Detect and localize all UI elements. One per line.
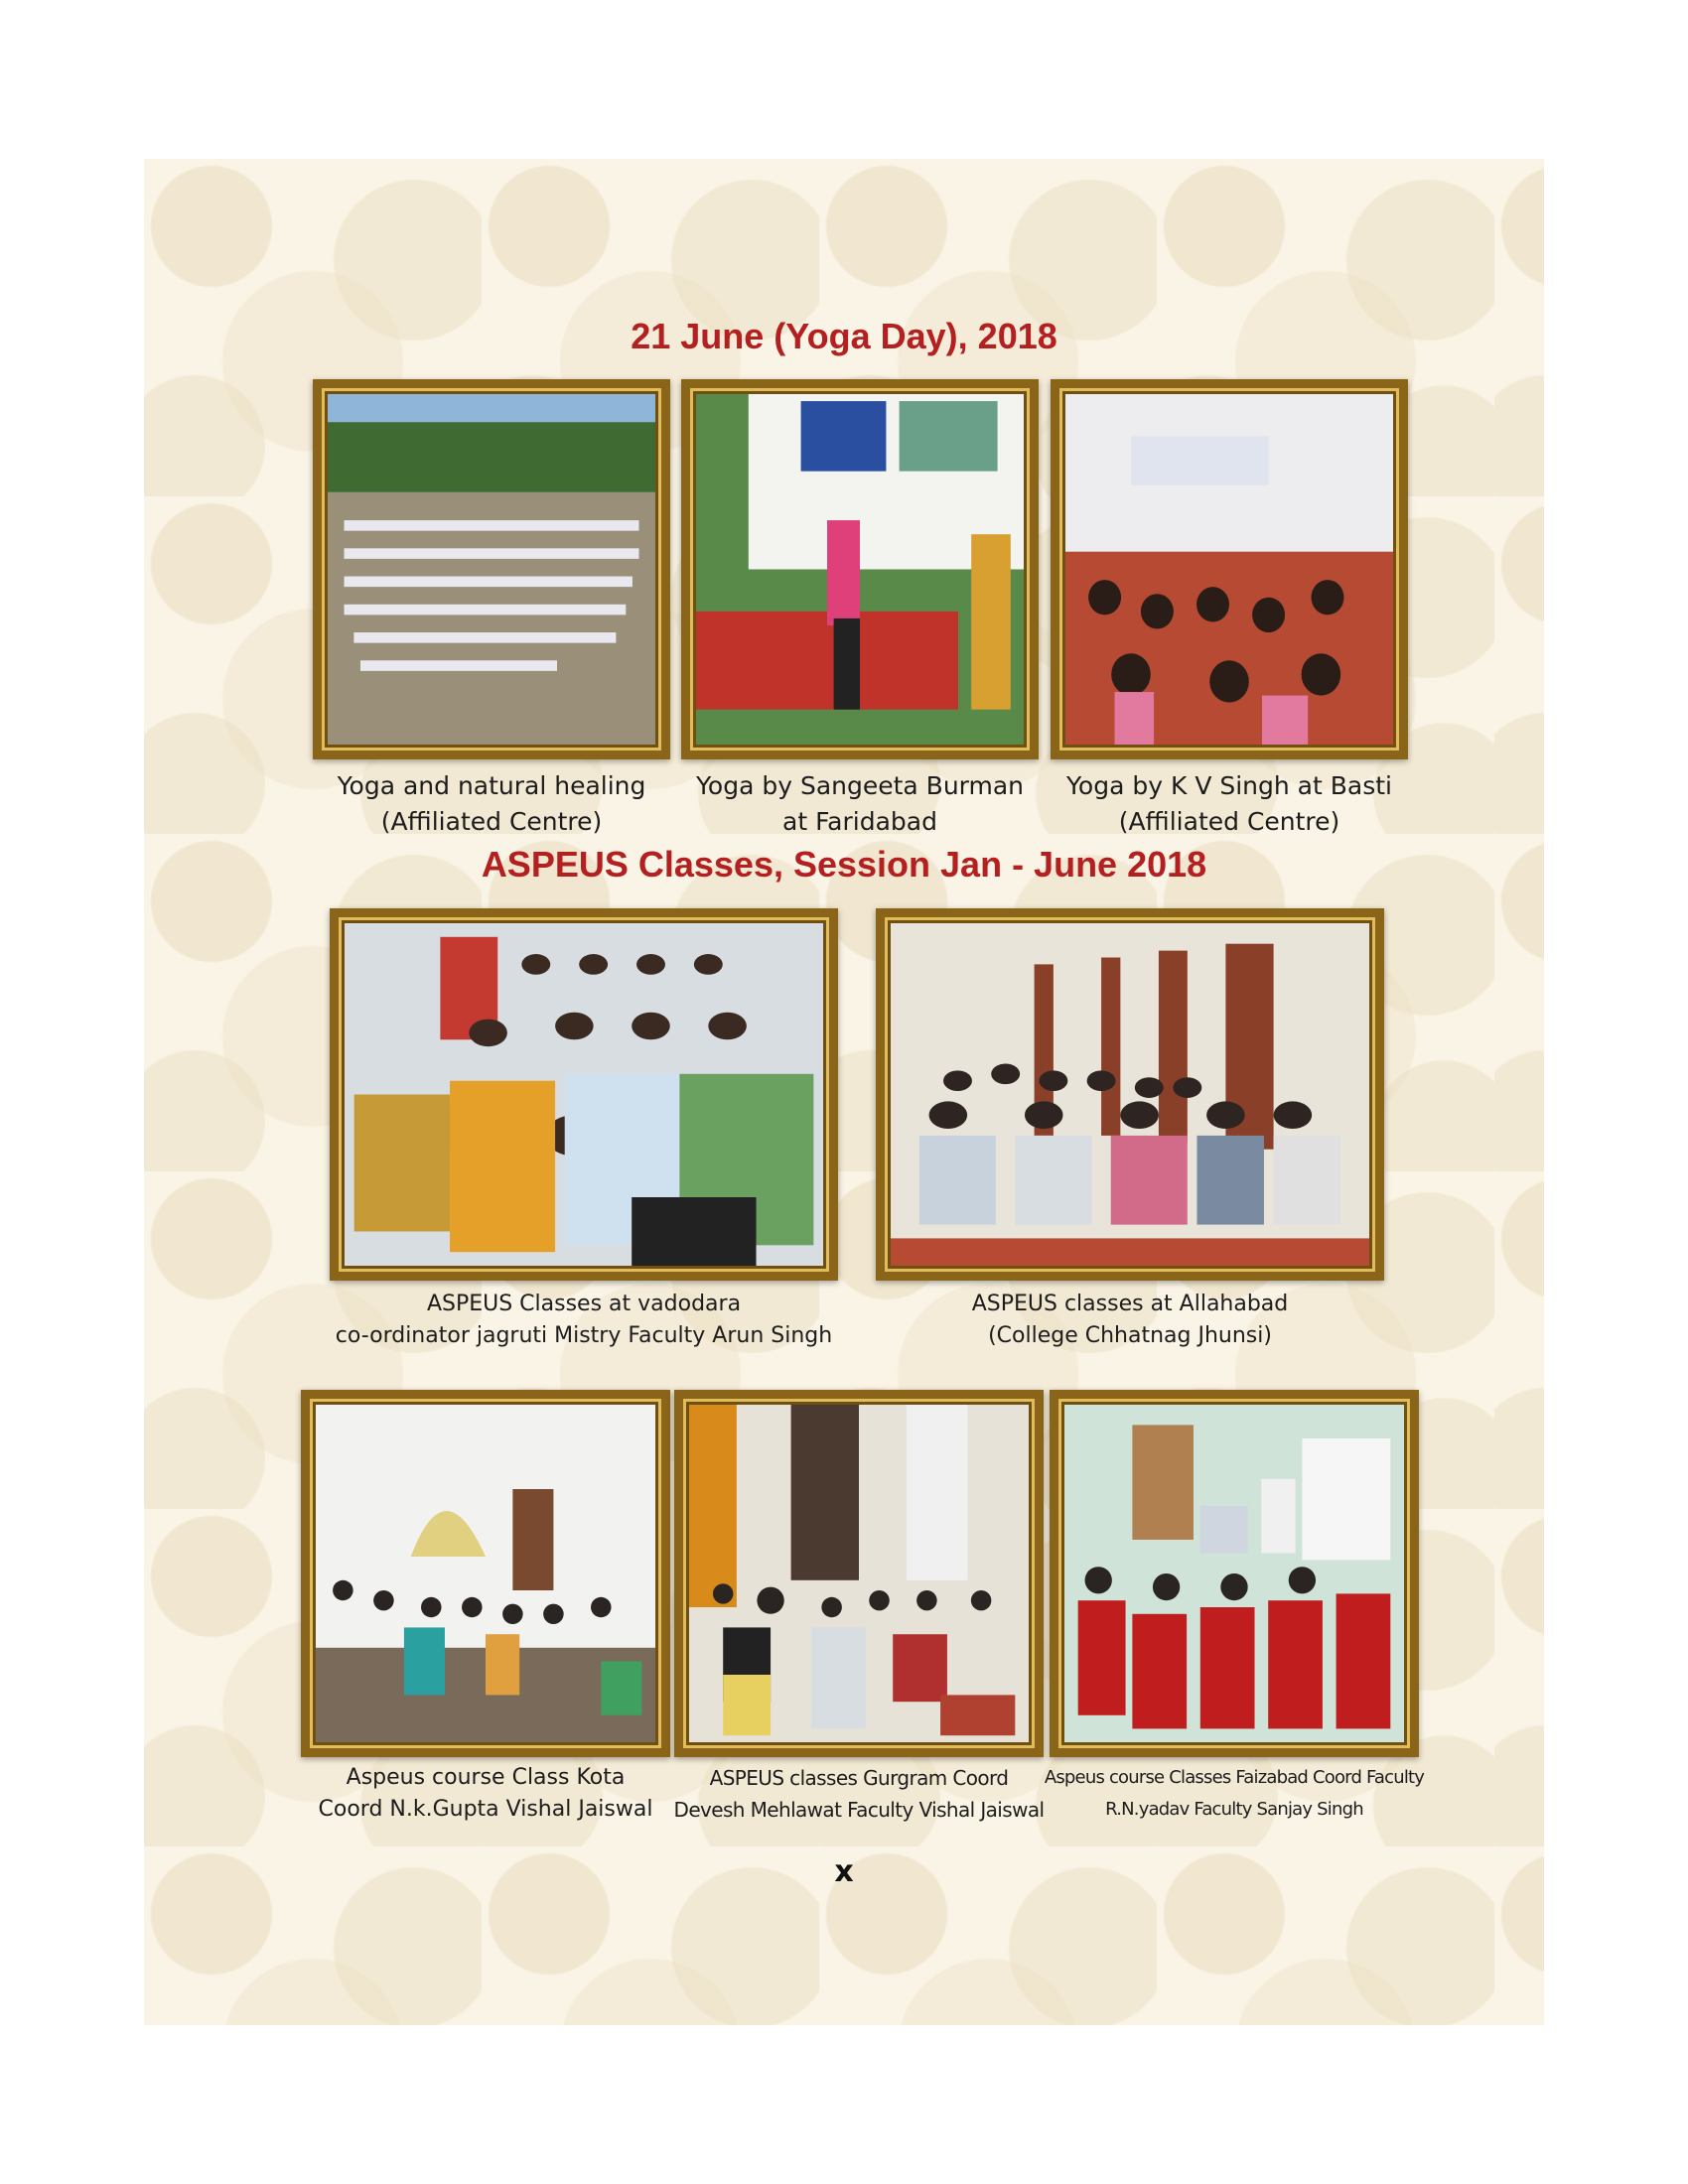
photo-aspeus-gurgram [674,1390,1044,1757]
caption-yoga-natural-healing: Yoga and natural healing (Affiliated Centre) [337,771,646,836]
photo-yoga-basti [1051,379,1408,759]
caption-aspeus-faizabad: Aspeus course Classes Faizabad Coord Faculty R.N.yadav Faculty Sanjay Singh [1044,1767,1425,1820]
photo-aspeus-faizabad [1050,1390,1419,1757]
caption-aspeus-kota: Aspeus course Class Kota Coord N.k.Gupta Vishal Jaiswal [318,1765,653,1822]
photo-aspeus-vadodara [330,908,838,1281]
caption-aspeus-gurgram: ASPEUS classes Gurgram Coord Devesh Mehlawat Faculty Vishal Jaiswal [673,1766,1045,1822]
photo-aspeus-kota [301,1390,670,1757]
caption-aspeus-allahabad: ASPEUS classes at Allahabad (College Chhatnag Jhunsi) [971,1292,1289,1348]
page-number: x [834,1854,854,1889]
photo-yoga-faridabad [681,379,1039,759]
caption-yoga-basti: Yoga by K V Singh at Basti (Affiliated Centre) [1065,771,1392,836]
caption-yoga-faridabad: Yoga by Sangeeta Burman at Faridabad [695,771,1025,836]
photo-aspeus-allahabad [876,908,1384,1281]
yoga-day-heading: 21 June (Yoga Day), 2018 [631,316,1057,356]
photo-yoga-natural-healing [313,379,670,759]
aspeus-session-heading: ASPEUS Classes, Session Jan - June 2018 [481,844,1207,885]
caption-aspeus-vadodara: ASPEUS Classes at vadodara co-ordinator jagruti Mistry Faculty Arun Singh [335,1292,833,1348]
